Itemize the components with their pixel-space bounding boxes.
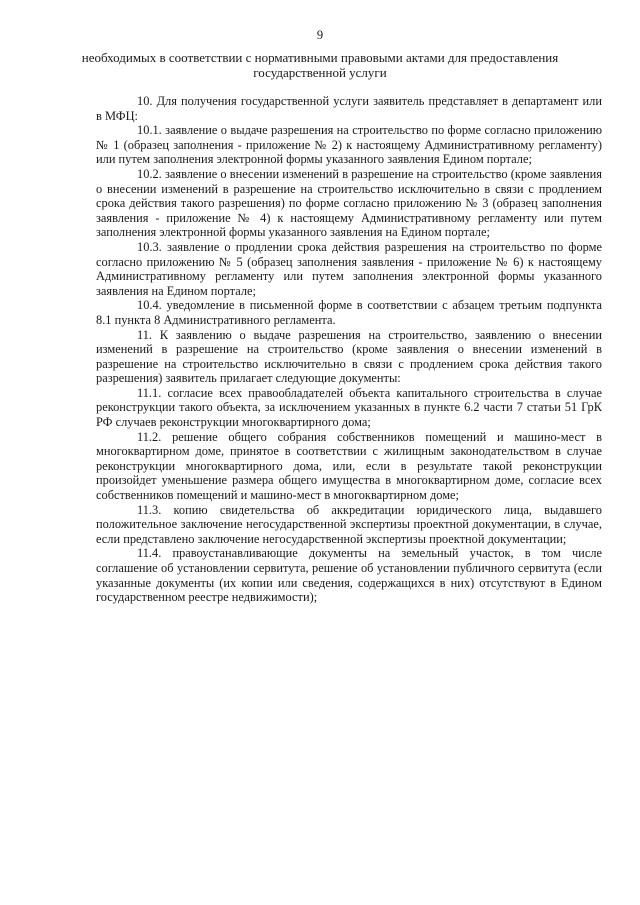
paragraph-10-2: 10.2. заявление о внесении изменений в разрешение на строительство (кроме заявления о внесении изменений в разрешение на строительство исключительно в связи с продлением срока действия такого разрешения) по форме согласно приложению № 3 (образец заполнения заявления - приложение № 4) к настоящему Административному регламенту или путем заполнения электронной формы указанного заявления на Едином портале;	[96, 166, 602, 240]
paragraph-10-3: 10.3. заявление о продлении срока действия разрешения на строительство по форме согласно приложению № 5 (образец заполнения заявления - приложение № 6) к настоящему Административному регламенту или путем заполнения электронной формы указанного заявления на Едином портале;	[96, 239, 602, 298]
paragraph-10-1: 10.1. заявление о выдаче разрешения на строительство по форме согласно приложению № 1 (образец заполнения - приложение № 2) к настоящему Административному регламенту) или путем заполнения электронной формы указанного заявления Едином портале;	[96, 123, 602, 167]
paragraph-10: 10. Для получения государственной услуги заявитель представляет в департамент или в МФЦ:	[96, 94, 602, 123]
paragraph-11-3: 11.3. копию свидетельства об аккредитации юридического лица, выдавшего положительное заключение негосударственной экспертизы проектной документации, в случае, если представлено заключение негосударственной экспертизы проектной документации;	[96, 502, 602, 546]
paragraph-11-2: 11.2. решение общего собрания собственников помещений и машино-мест в многоквартирном доме, принятое в соответствии с жилищным законодательством в случае реконструкции многоквартирного дома, или, если в результате такой реконструкции произойдет уменьшение размера общего имущества в многоквартирном доме, согласие всех собственников помещений и машино-мест в многоквартирном доме;	[96, 429, 602, 503]
page-number: 9	[316, 28, 324, 42]
document-body	[96, 94, 602, 605]
paragraph-11-4: 11.4. правоустанавливающие документы на земельный участок, в том числе соглашение об установлении сервитута, решение об установлении публичного сервитута (если указанные документы (их копии или сведения, содержащихся в них) отсутствуют в Едином государственном реестре недвижимости);	[96, 546, 602, 605]
section-heading: необходимых в соответствии с нормативными правовыми актами для предоставления государственной услуги	[81, 50, 559, 80]
paragraph-10-4: 10.4. уведомление в письменной форме в соответствии с абзацем третьим подпункта 8.1 пункта 8 Административного регламента.	[96, 298, 602, 327]
paragraph-11-1: 11.1. согласие всех правообладателей объекта капитального строительства в случае реконструкции такого объекта, за исключением указанных в пункте 6.2 части 7 статьи 51 ГрК РФ случаев реконструкции многоквартирного дома;	[96, 385, 602, 430]
paragraph-11: 11. К заявлению о выдаче разрешения на строительство, заявлению о внесении изменений в разрешение на строительство (кроме заявления о внесении изменений в разрешение на строительство исключительно в связи с продлением срока действия такого разрешения) заявитель прилагает следующие документы:	[96, 327, 602, 386]
